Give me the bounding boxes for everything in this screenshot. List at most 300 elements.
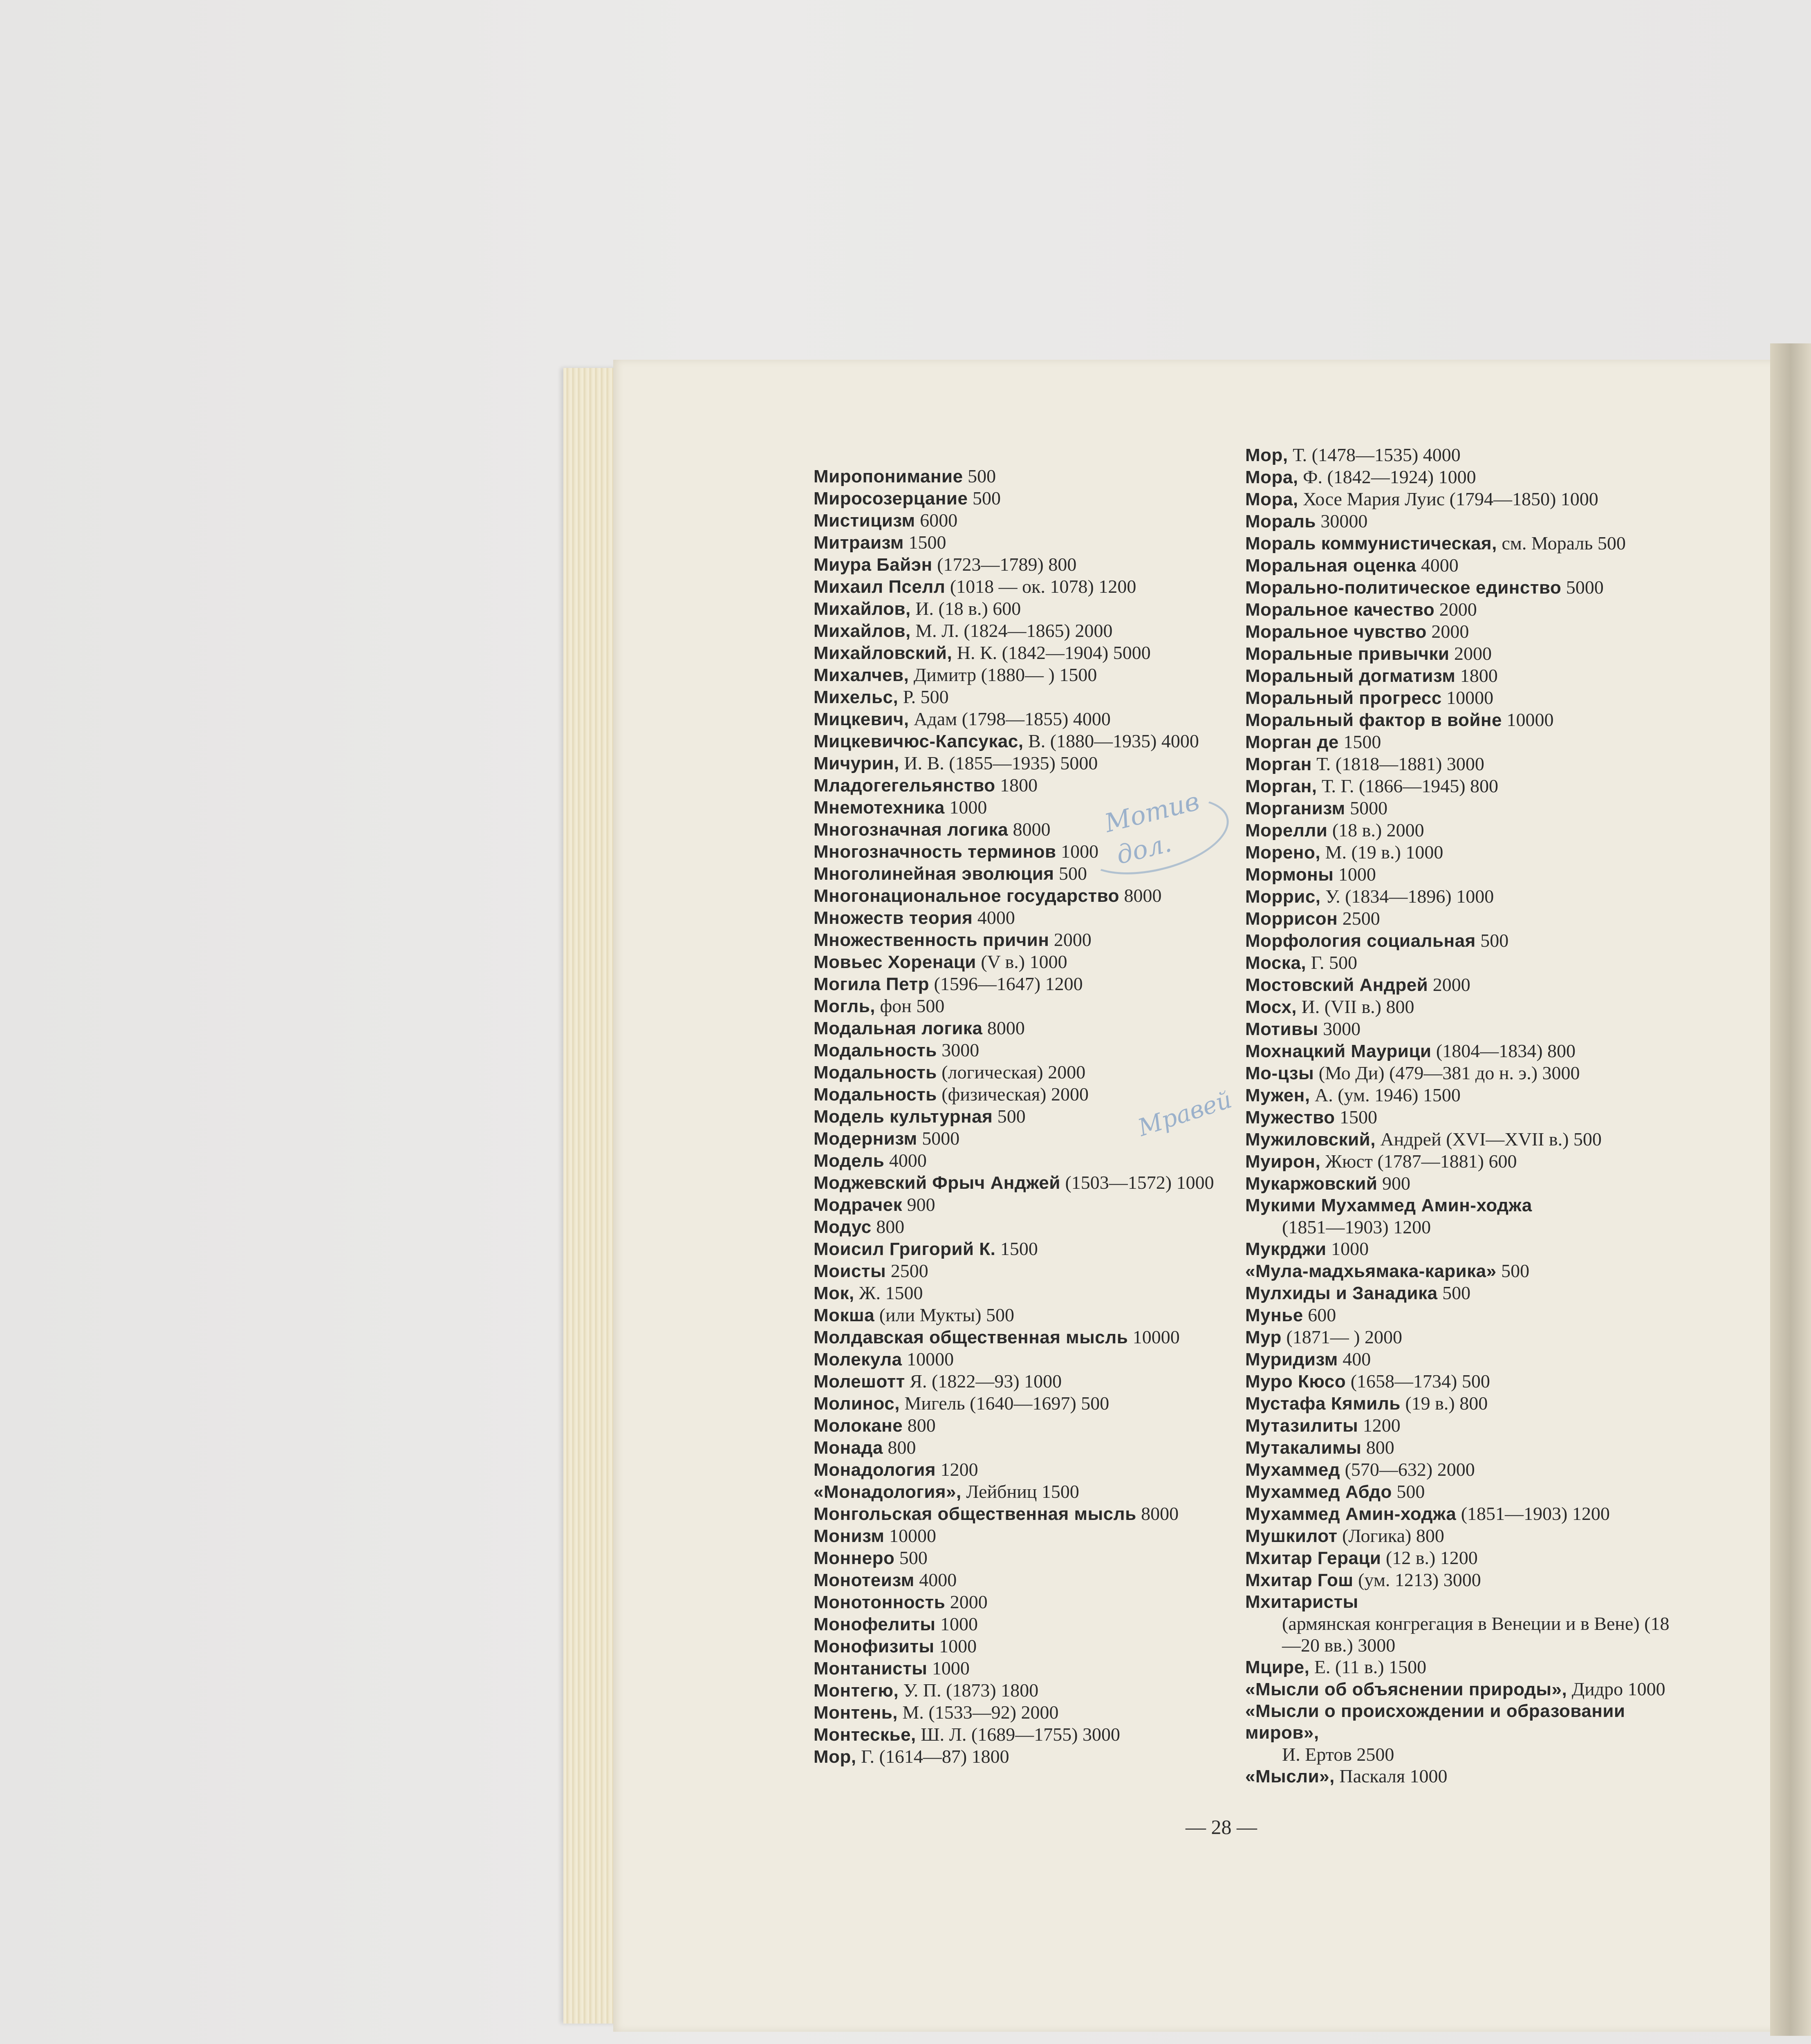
entry-term: Мормоны <box>1245 865 1334 885</box>
index-entry <box>814 1172 1255 1194</box>
index-entry <box>814 620 1255 642</box>
entry-term: Мхитар Гош <box>1245 1570 1354 1590</box>
entry-details: 1000 <box>1326 1238 1369 1259</box>
entry-details: Паскаля 1000 <box>1334 1766 1448 1786</box>
index-entry <box>1245 598 1672 621</box>
entry-term: Мокша <box>814 1305 875 1325</box>
entry-term: Мицкевич, <box>814 709 909 729</box>
index-entry <box>1245 444 1672 466</box>
entry-term: Монада <box>814 1438 883 1458</box>
entry-term: Моисты <box>814 1261 886 1281</box>
index-entry <box>814 1437 1255 1459</box>
index-entry <box>1245 709 1672 731</box>
index-entry <box>1245 908 1672 930</box>
entry-term: Модернизм <box>814 1129 917 1149</box>
entry-term: Монтегю, <box>814 1681 899 1701</box>
index-entry <box>1245 1106 1672 1128</box>
entry-details: (1871— ) 2000 <box>1281 1327 1403 1347</box>
entry-details: 1800 <box>1455 665 1498 686</box>
entry-term: Мужен, <box>1245 1085 1310 1105</box>
entry-term: «Мысли о происхождении и образовании миров», <box>1245 1701 1625 1743</box>
index-entry <box>814 1127 1255 1150</box>
entry-term: Модальная логика <box>814 1018 983 1038</box>
index-entry <box>814 708 1255 730</box>
entry-term: Мукрджи <box>1245 1239 1327 1259</box>
entry-details: 3000 <box>937 1040 979 1060</box>
entry-details: Жюст (1787—1881) 600 <box>1320 1151 1517 1172</box>
entry-details: 2500 <box>886 1260 928 1281</box>
entry-term: Мцире, <box>1245 1657 1310 1677</box>
entry-term: Младогегельянство <box>814 775 995 796</box>
index-entry <box>1245 1172 1672 1195</box>
index-entry <box>1245 1304 1672 1326</box>
entry-term: Михайлов, <box>814 599 911 619</box>
entry-details: М. (19 в.) 1000 <box>1320 842 1443 863</box>
index-entry <box>814 1260 1255 1282</box>
index-entry <box>1245 775 1672 797</box>
index-entry <box>1245 1459 1672 1481</box>
index-entry <box>1245 1282 1672 1304</box>
index-entry <box>814 1039 1255 1061</box>
entry-term: Мухаммед Абдо <box>1245 1482 1392 1502</box>
entry-term: Морено, <box>1245 843 1321 863</box>
right-column <box>1245 444 1672 1787</box>
entry-term: Молдавская общественная мысль <box>814 1327 1128 1347</box>
entry-term: Могль, <box>814 996 875 1016</box>
entry-term: Мицкевичюс-Капсукас, <box>814 731 1024 751</box>
index-entry <box>1245 1260 1672 1282</box>
entry-details: 500 <box>1437 1282 1471 1303</box>
index-entry <box>814 1547 1255 1569</box>
entry-details: 2000 <box>1428 974 1470 995</box>
entry-term: Молешотт <box>814 1372 905 1392</box>
index-entry <box>1245 1547 1672 1569</box>
entry-details: 1800 <box>995 775 1038 796</box>
index-entry <box>814 642 1255 664</box>
entry-details: 1000 <box>927 1658 970 1679</box>
entry-term: Мужество <box>1245 1107 1335 1127</box>
index-entry <box>1245 731 1672 753</box>
entry-details: 500 <box>1475 930 1509 951</box>
index-entry <box>814 885 1255 907</box>
entry-term: Мукаржовский <box>1245 1174 1378 1194</box>
entry-term: Мукими Мухаммед Амин-ходжа <box>1245 1195 1532 1215</box>
entry-term: Мухаммед Амин-ходжа <box>1245 1504 1457 1524</box>
entry-term: Михельс, <box>814 687 899 707</box>
entry-term: Моисил Григорий К. <box>814 1239 996 1259</box>
entry-details: 1500 <box>995 1238 1038 1259</box>
entry-term: Митраизм <box>814 533 904 553</box>
index-entry <box>814 1635 1255 1657</box>
entry-term: Множеств теория <box>814 908 973 928</box>
entry-term: Модрачек <box>814 1195 903 1215</box>
index-entry <box>814 554 1255 576</box>
entry-details: (армянская конгрегация в Венеции и в Вене) (18—20 вв.) 3000 <box>1282 1613 1670 1656</box>
entry-details: 1500 <box>1335 1107 1378 1127</box>
entry-term: Моральное чувство <box>1245 622 1427 642</box>
index-entry <box>814 1061 1255 1083</box>
entry-details: В. (1880—1935) 4000 <box>1023 731 1199 751</box>
index-entry <box>1245 687 1672 709</box>
index-entry <box>1245 1503 1672 1525</box>
entry-term: Михайлов, <box>814 621 911 641</box>
entry-term: Мосх, <box>1245 997 1297 1017</box>
entry-details: (Логика) 800 <box>1337 1525 1444 1546</box>
entry-term: Моннеро <box>814 1548 895 1568</box>
entry-term: Моральное качество <box>1245 600 1435 620</box>
entry-details: (ум. 1213) 3000 <box>1353 1569 1481 1590</box>
index-entry <box>814 995 1255 1017</box>
index-entry <box>814 1591 1255 1613</box>
index-entry <box>1245 930 1672 952</box>
entry-term: Моджевский Фрыч Анджей <box>814 1173 1060 1193</box>
entry-details: (физическая) 2000 <box>937 1084 1089 1105</box>
entry-term: Мичурин, <box>814 753 899 773</box>
entry-term: Морган, <box>1245 776 1317 796</box>
index-entry <box>1245 1392 1672 1414</box>
entry-details: (Мо Ди) (479—381 до н. э.) 3000 <box>1314 1062 1580 1083</box>
index-entry <box>1245 1370 1672 1392</box>
entry-details: 10000 <box>1441 687 1494 708</box>
entry-details: (12 в.) 1200 <box>1381 1547 1478 1568</box>
entry-details: 900 <box>1377 1173 1410 1194</box>
entry-term: Молекула <box>814 1349 902 1369</box>
entry-term: Модальность <box>814 1062 937 1083</box>
entry-term: Морально-политическое единство <box>1245 578 1562 598</box>
index-entry <box>814 863 1255 885</box>
entry-term: Мужиловский, <box>1245 1130 1376 1150</box>
index-entry <box>814 929 1255 951</box>
entry-details: 8000 <box>1008 819 1051 840</box>
index-entry <box>1245 952 1672 974</box>
entry-term: Муро Кюсо <box>1245 1372 1346 1392</box>
entry-details: 4000 <box>1416 555 1459 576</box>
entry-details: Адам (1798—1855) 4000 <box>909 708 1111 729</box>
entry-term: Монгольская общественная мысль <box>814 1504 1136 1524</box>
entry-details: 800 <box>903 1415 936 1436</box>
entry-term: Моррисон <box>1245 909 1338 929</box>
index-entry <box>1245 1437 1672 1459</box>
entry-term: Модальность <box>814 1040 937 1060</box>
index-entry <box>1245 1326 1672 1348</box>
entry-term: Модальность <box>814 1085 937 1105</box>
entry-details: (1018 — ок. 1078) 1200 <box>945 576 1136 597</box>
index-entry <box>814 1348 1255 1370</box>
index-entry <box>814 1238 1255 1260</box>
entry-details: 4000 <box>973 907 1015 928</box>
entry-term: Мулхиды и Занадика <box>1245 1283 1438 1303</box>
index-entry <box>1245 1040 1672 1062</box>
entry-term: Моральный прогресс <box>1245 688 1442 708</box>
entry-details: 800 <box>871 1216 905 1237</box>
entry-term: «Мысли об объяснении природы», <box>1245 1679 1567 1699</box>
index-entry <box>814 1657 1255 1679</box>
entry-details: 1500 <box>1338 731 1381 752</box>
entry-details: Ш. Л. (1689—1755) 3000 <box>916 1724 1121 1745</box>
index-entry <box>1245 532 1672 554</box>
entry-term: Многозначность терминов <box>814 842 1056 862</box>
entry-details: 600 <box>1303 1304 1336 1325</box>
entry-term: Морган <box>1245 754 1312 774</box>
entry-term: Мора, <box>1245 489 1298 509</box>
index-entry <box>814 907 1255 929</box>
entry-details: (логическая) 2000 <box>937 1062 1086 1083</box>
entry-details: У. (1834—1896) 1000 <box>1320 886 1494 907</box>
entry-term: «Монадология», <box>814 1482 962 1502</box>
index-entry <box>1245 1481 1672 1503</box>
entry-term: Множественность причин <box>814 930 1049 950</box>
entry-details: 1200 <box>936 1459 978 1480</box>
entry-details: И. В. (1855—1935) 5000 <box>899 753 1098 773</box>
entry-details: Дидро 1000 <box>1567 1679 1665 1699</box>
entry-term: Мутакалимы <box>1245 1438 1362 1458</box>
index-entry <box>814 951 1255 973</box>
entry-details: 2000 <box>945 1591 988 1612</box>
entry-term: Мхитар Гераци <box>1245 1548 1381 1568</box>
entry-term: Мораль коммунистическая, <box>1245 533 1497 554</box>
entry-term: Моральная оценка <box>1245 556 1417 576</box>
entry-term: Мовьес Хоренаци <box>814 952 976 972</box>
entry-details: (или Мукты) 500 <box>874 1304 1015 1325</box>
entry-term: Мур <box>1245 1327 1282 1347</box>
entry-details: 10000 <box>902 1349 954 1369</box>
entry-details: Андрей (XVI—XVII в.) 500 <box>1375 1129 1602 1150</box>
entry-term: Монофизиты <box>814 1636 935 1656</box>
entry-details: Я. (1822—93) 1000 <box>905 1371 1062 1392</box>
entry-details: 500 <box>1054 863 1087 884</box>
entry-details: Г. (1614—87) 1800 <box>856 1746 1009 1767</box>
index-entry <box>1245 1414 1672 1437</box>
index-entry <box>814 1724 1255 1746</box>
entry-details: 500 <box>963 466 996 486</box>
entry-details: (570—632) 2000 <box>1340 1459 1475 1480</box>
index-entry <box>814 531 1255 554</box>
entry-details: 500 <box>1496 1260 1530 1281</box>
entry-details: 500 <box>894 1547 928 1568</box>
index-entry <box>1245 1348 1672 1370</box>
entry-term: Монотонность <box>814 1592 946 1612</box>
entry-details: (1851—1903) 1200 <box>1456 1503 1610 1524</box>
entry-term: Многонациональное государство <box>814 886 1119 906</box>
index-entry <box>1245 643 1672 665</box>
index-entry <box>814 1414 1255 1437</box>
index-entry <box>1245 753 1672 775</box>
index-entry <box>1245 510 1672 532</box>
entry-details: фон 500 <box>875 995 945 1016</box>
entry-term: Мо-цзы <box>1245 1063 1314 1083</box>
entry-details: 2000 <box>1049 929 1092 950</box>
entry-term: Мостовский Андрей <box>1245 975 1428 995</box>
entry-details: (19 в.) 800 <box>1400 1393 1488 1414</box>
entry-term: Морфология социальная <box>1245 931 1476 951</box>
entry-details: 2000 <box>1449 643 1492 664</box>
entry-details: Лейбниц 1500 <box>961 1481 1079 1502</box>
entry-details: И. (VII в.) 800 <box>1297 996 1414 1017</box>
index-entry <box>814 1304 1255 1326</box>
entry-details: (V в.) 1000 <box>976 951 1067 972</box>
handwritten-note: Мотив <box>1101 786 1202 838</box>
index-entry <box>814 576 1255 598</box>
entry-term: Мушкилот <box>1245 1526 1338 1546</box>
entry-term: Мистицизм <box>814 511 915 531</box>
index-entry <box>814 1326 1255 1348</box>
entry-details: 5000 <box>1345 798 1388 818</box>
entry-details: 1000 <box>935 1614 978 1634</box>
entry-term: Мхитаристы <box>1245 1592 1358 1612</box>
entry-term: Моральные привычки <box>1245 644 1450 664</box>
index-entry <box>1245 1150 1672 1172</box>
entry-term: Многозначная логика <box>814 820 1009 840</box>
index-entry <box>814 1370 1255 1392</box>
entry-details: 5000 <box>1561 577 1604 598</box>
entry-details: 900 <box>902 1194 935 1215</box>
index-entry <box>814 1216 1255 1238</box>
entry-term: Миросозерцание <box>814 489 968 509</box>
index-entry <box>1245 1765 1672 1787</box>
entry-term: Мухаммед <box>1245 1460 1340 1480</box>
entry-term: Мутазилиты <box>1245 1416 1358 1436</box>
entry-details: И. Ертов 2500 <box>1282 1744 1394 1765</box>
entry-term: Мора, <box>1245 467 1298 487</box>
entry-details: Т. (1818—1881) 3000 <box>1311 753 1484 774</box>
entry-details: см. Мораль 500 <box>1497 533 1626 554</box>
index-entry <box>1245 974 1672 996</box>
entry-term: Монофелиты <box>814 1614 936 1634</box>
entry-term: Мнемотехника <box>814 798 945 818</box>
entry-details: 1000 <box>944 797 987 818</box>
entry-term: «Мула-мадхьямака-карика» <box>1245 1261 1497 1281</box>
index-entry <box>1245 1569 1672 1591</box>
index-entry <box>1245 797 1672 819</box>
entry-details: (1658—1734) 500 <box>1346 1371 1490 1392</box>
entry-details: 5000 <box>917 1128 960 1149</box>
entry-term: Монтанисты <box>814 1659 928 1679</box>
entry-details: (1596—1647) 1200 <box>929 973 1083 994</box>
index-entry <box>1245 1678 1672 1700</box>
index-entry <box>814 1701 1255 1724</box>
entry-details: 10000 <box>1128 1327 1180 1347</box>
entry-details: Н. К. (1842—1904) 5000 <box>952 642 1151 663</box>
entry-details: (1503—1572) 1000 <box>1060 1172 1214 1193</box>
entry-details: 8000 <box>982 1018 1025 1038</box>
entry-details: 10000 <box>884 1525 936 1546</box>
index-entry <box>814 1613 1255 1635</box>
index-entry <box>1245 1656 1672 1678</box>
entry-details: 4000 <box>884 1150 927 1171</box>
index-entry <box>1245 1238 1672 1260</box>
entry-details: 4000 <box>914 1569 957 1590</box>
index-entry <box>1245 488 1672 510</box>
entry-term: Миура Байэн <box>814 555 932 575</box>
index-entry <box>1245 665 1672 687</box>
entry-term: Муирон, <box>1245 1152 1321 1172</box>
index-entry <box>814 730 1255 752</box>
index-entry <box>1245 996 1672 1018</box>
entry-details: Г. 500 <box>1306 952 1358 973</box>
index-entry <box>1245 1195 1672 1238</box>
entry-term: Модус <box>814 1217 872 1237</box>
entry-term: Мотивы <box>1245 1019 1318 1039</box>
entry-details: (18 в.) 2000 <box>1327 820 1424 840</box>
index-entry <box>814 1282 1255 1304</box>
entry-details: 6000 <box>915 510 958 531</box>
entry-details: 1200 <box>1358 1415 1401 1436</box>
entry-details: 2500 <box>1338 908 1380 929</box>
index-entry <box>1245 576 1672 598</box>
index-entry <box>1245 841 1672 863</box>
entry-details: 800 <box>883 1437 916 1458</box>
entry-details: 3000 <box>1318 1018 1361 1039</box>
entry-term: Модель культурная <box>814 1107 993 1127</box>
entry-details: И. (18 в.) 600 <box>910 598 1021 619</box>
index-entry <box>814 686 1255 708</box>
entry-term: Михаил Пселл <box>814 577 946 597</box>
entry-term: Монтень, <box>814 1703 898 1723</box>
index-entry <box>814 1525 1255 1547</box>
entry-term: Мор, <box>1245 445 1288 465</box>
index-entry <box>814 1569 1255 1591</box>
entry-details: 1000 <box>1334 864 1376 885</box>
entry-term: Молокане <box>814 1416 903 1436</box>
index-entry <box>814 664 1255 686</box>
entry-details: (1851—1903) 1200 <box>1282 1217 1431 1237</box>
entry-term: «Мысли», <box>1245 1766 1335 1786</box>
entry-term: Морган де <box>1245 732 1339 752</box>
entry-details: Ж. 1500 <box>854 1282 923 1303</box>
index-entry <box>814 465 1255 487</box>
index-entry <box>1245 863 1672 885</box>
entry-term: Модель <box>814 1151 885 1171</box>
entry-details: 1000 <box>934 1636 977 1656</box>
entry-details: 10000 <box>1502 709 1554 730</box>
index-entry <box>814 1392 1255 1414</box>
entry-term: Миропонимание <box>814 466 963 486</box>
entry-term: Мунье <box>1245 1305 1303 1325</box>
index-entry <box>1245 466 1672 488</box>
entry-details: 30000 <box>1316 511 1368 531</box>
entry-term: Морганизм <box>1245 798 1345 818</box>
index-entry <box>814 752 1255 774</box>
index-entry <box>1245 1700 1672 1765</box>
next-page-gutter <box>1770 343 1811 2036</box>
index-entry <box>1245 1062 1672 1084</box>
entry-details: 500 <box>1392 1481 1425 1502</box>
entry-term: Мораль <box>1245 511 1316 531</box>
entry-term: Монотеизм <box>814 1570 914 1590</box>
entry-term: Моска, <box>1245 953 1307 973</box>
index-entry <box>1245 1128 1672 1150</box>
index-entry <box>814 973 1255 995</box>
entry-details: М. (1533—92) 2000 <box>897 1702 1059 1723</box>
entry-term: Мок, <box>814 1283 854 1303</box>
entry-term: Мохнацкий Маурици <box>1245 1041 1432 1061</box>
index-entry <box>814 1150 1255 1172</box>
entry-details: Р. 500 <box>898 686 949 707</box>
entry-details: 800 <box>1361 1437 1394 1458</box>
index-entry <box>1245 621 1672 643</box>
index-entry <box>1245 1525 1672 1547</box>
entry-details: Хосе Мария Луис (1794—1850) 1000 <box>1298 489 1598 509</box>
index-entry <box>814 1746 1255 1768</box>
entry-term: Монизм <box>814 1526 885 1546</box>
index-entry <box>814 487 1255 509</box>
entry-details: 2000 <box>1434 599 1477 620</box>
entry-details: Ф. (1842—1924) 1000 <box>1298 466 1476 487</box>
entry-details: 500 <box>968 488 1001 509</box>
index-entry <box>814 598 1255 620</box>
entry-details: 2000 <box>1426 621 1469 642</box>
entry-details: Е. (11 в.) 1500 <box>1309 1656 1427 1677</box>
